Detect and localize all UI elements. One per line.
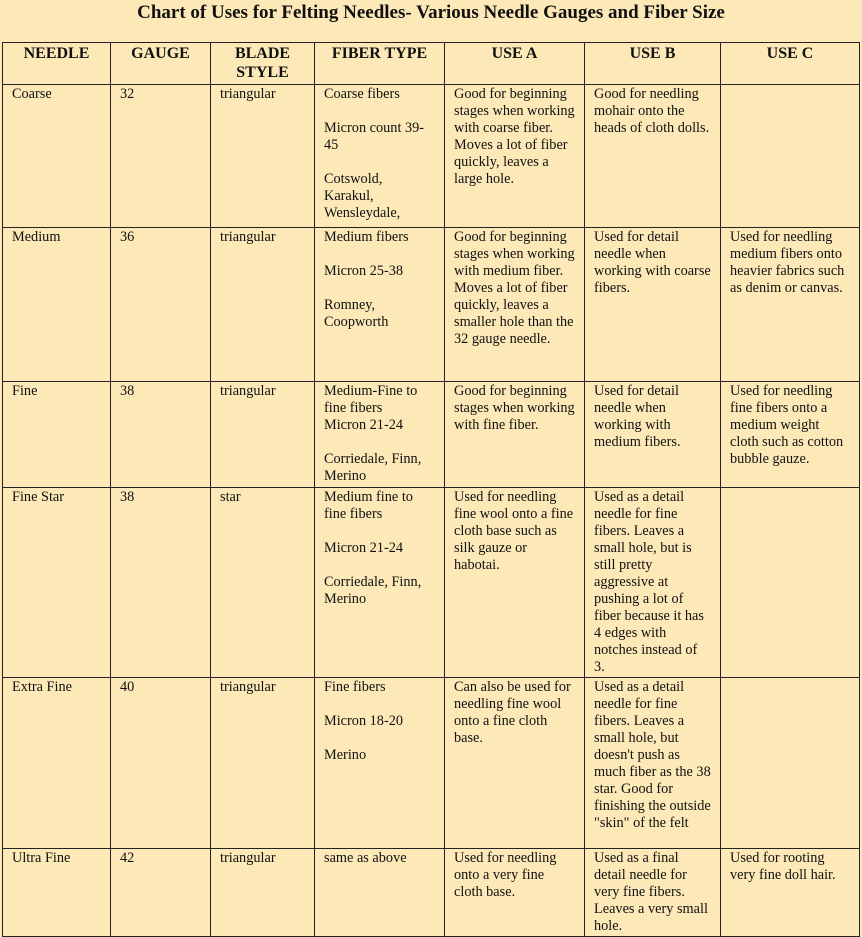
blade-cell: star — [211, 488, 315, 678]
use-b-cell: Used as a detail needle for fine fibers. Leaves a small hole, but is still pretty aggressive at pushing a lot of fiber because it has 4 edges with notches instead of 3. — [585, 488, 721, 678]
use-b-cell: Used as a detail needle for fine fibers. Leaves a small hole, but doesn't push as much fiber as the 38 star. Good for finishing the outside "skin" of the felt — [585, 678, 721, 849]
needle-cell: Fine Star — [3, 488, 111, 678]
use-b-cell: Used as a final detail needle for very fine fibers. Leaves a very small hole. — [585, 849, 721, 937]
header-needle: NEEDLE — [3, 43, 111, 85]
header-blade-style: BLADE STYLE — [211, 43, 315, 85]
table-row — [3, 849, 860, 937]
use-c-cell: Used for rooting very fine doll hair. — [721, 849, 860, 937]
header-use-b: USE B — [585, 43, 721, 85]
gauge-cell: 36 — [111, 228, 211, 382]
table-row — [3, 85, 860, 228]
blade-cell: triangular — [211, 382, 315, 488]
gauge-cell: 38 — [111, 382, 211, 488]
use-a-cell: Good for beginning stages when working with fine fiber. — [445, 382, 585, 488]
use-c-cell — [721, 85, 860, 228]
use-a-cell: Used for needling onto a very fine cloth base. — [445, 849, 585, 937]
blade-cell: triangular — [211, 849, 315, 937]
table-row — [3, 488, 860, 678]
gauge-cell: 38 — [111, 488, 211, 678]
fiber-cell: Coarse fibers Micron count 39-45 Cotswold, Karakul, Wensleydale, — [315, 85, 445, 228]
use-b-cell: Used for detail needle when working with coarse fibers. — [585, 228, 721, 382]
table-row — [3, 382, 860, 488]
needle-cell: Extra Fine — [3, 678, 111, 849]
fiber-cell: same as above — [315, 849, 445, 937]
fiber-cell: Fine fibers Micron 18-20 Merino — [315, 678, 445, 849]
header-fiber-type: FIBER TYPE — [315, 43, 445, 85]
gauge-cell: 40 — [111, 678, 211, 849]
use-a-cell: Good for beginning stages when working with medium fiber. Moves a lot of fiber quickly, leaves a smaller hole than the 32 gauge needle. — [445, 228, 585, 382]
fiber-cell: Medium fine to fine fibers Micron 21-24 Corriedale, Finn, Merino — [315, 488, 445, 678]
use-c-cell: Used for needling medium fibers onto heavier fabrics such as denim or canvas. — [721, 228, 860, 382]
use-a-cell: Can also be used for needling fine wool onto a fine cloth base. — [445, 678, 585, 849]
header-gauge: GAUGE — [111, 43, 211, 85]
header-use-a: USE A — [445, 43, 585, 85]
fiber-cell: Medium-Fine to fine fibers Micron 21-24 Corriedale, Finn, Merino — [315, 382, 445, 488]
use-c-cell — [721, 488, 860, 678]
table-row — [3, 228, 860, 382]
needle-cell: Fine — [3, 382, 111, 488]
fiber-cell: Medium fibers Micron 25-38 Romney, Coopworth — [315, 228, 445, 382]
gauge-cell: 32 — [111, 85, 211, 228]
needle-chart-table — [2, 42, 860, 937]
blade-cell: triangular — [211, 85, 315, 228]
use-c-cell — [721, 678, 860, 849]
header-use-c: USE C — [721, 43, 860, 85]
page-title: Chart of Uses for Felting Needles- Various Needle Gauges and Fiber Size — [137, 2, 725, 23]
use-a-cell: Used for needling fine wool onto a fine cloth base such as silk gauze or habotai. — [445, 488, 585, 678]
use-c-cell: Used for needling fine fibers onto a medium weight cloth such as cotton bubble gauze. — [721, 382, 860, 488]
blade-cell: triangular — [211, 228, 315, 382]
needle-cell: Medium — [3, 228, 111, 382]
blade-cell: triangular — [211, 678, 315, 849]
use-b-cell: Good for needling mohair onto the heads of cloth dolls. — [585, 85, 721, 228]
use-a-cell: Good for beginning stages when working with coarse fiber. Moves a lot of fiber quickly, leaves a large hole. — [445, 85, 585, 228]
header-row — [3, 43, 860, 85]
use-b-cell: Used for detail needle when working with medium fibers. — [585, 382, 721, 488]
needle-cell: Ultra Fine — [3, 849, 111, 937]
needle-cell: Coarse — [3, 85, 111, 228]
gauge-cell: 42 — [111, 849, 211, 937]
table-row — [3, 678, 860, 849]
